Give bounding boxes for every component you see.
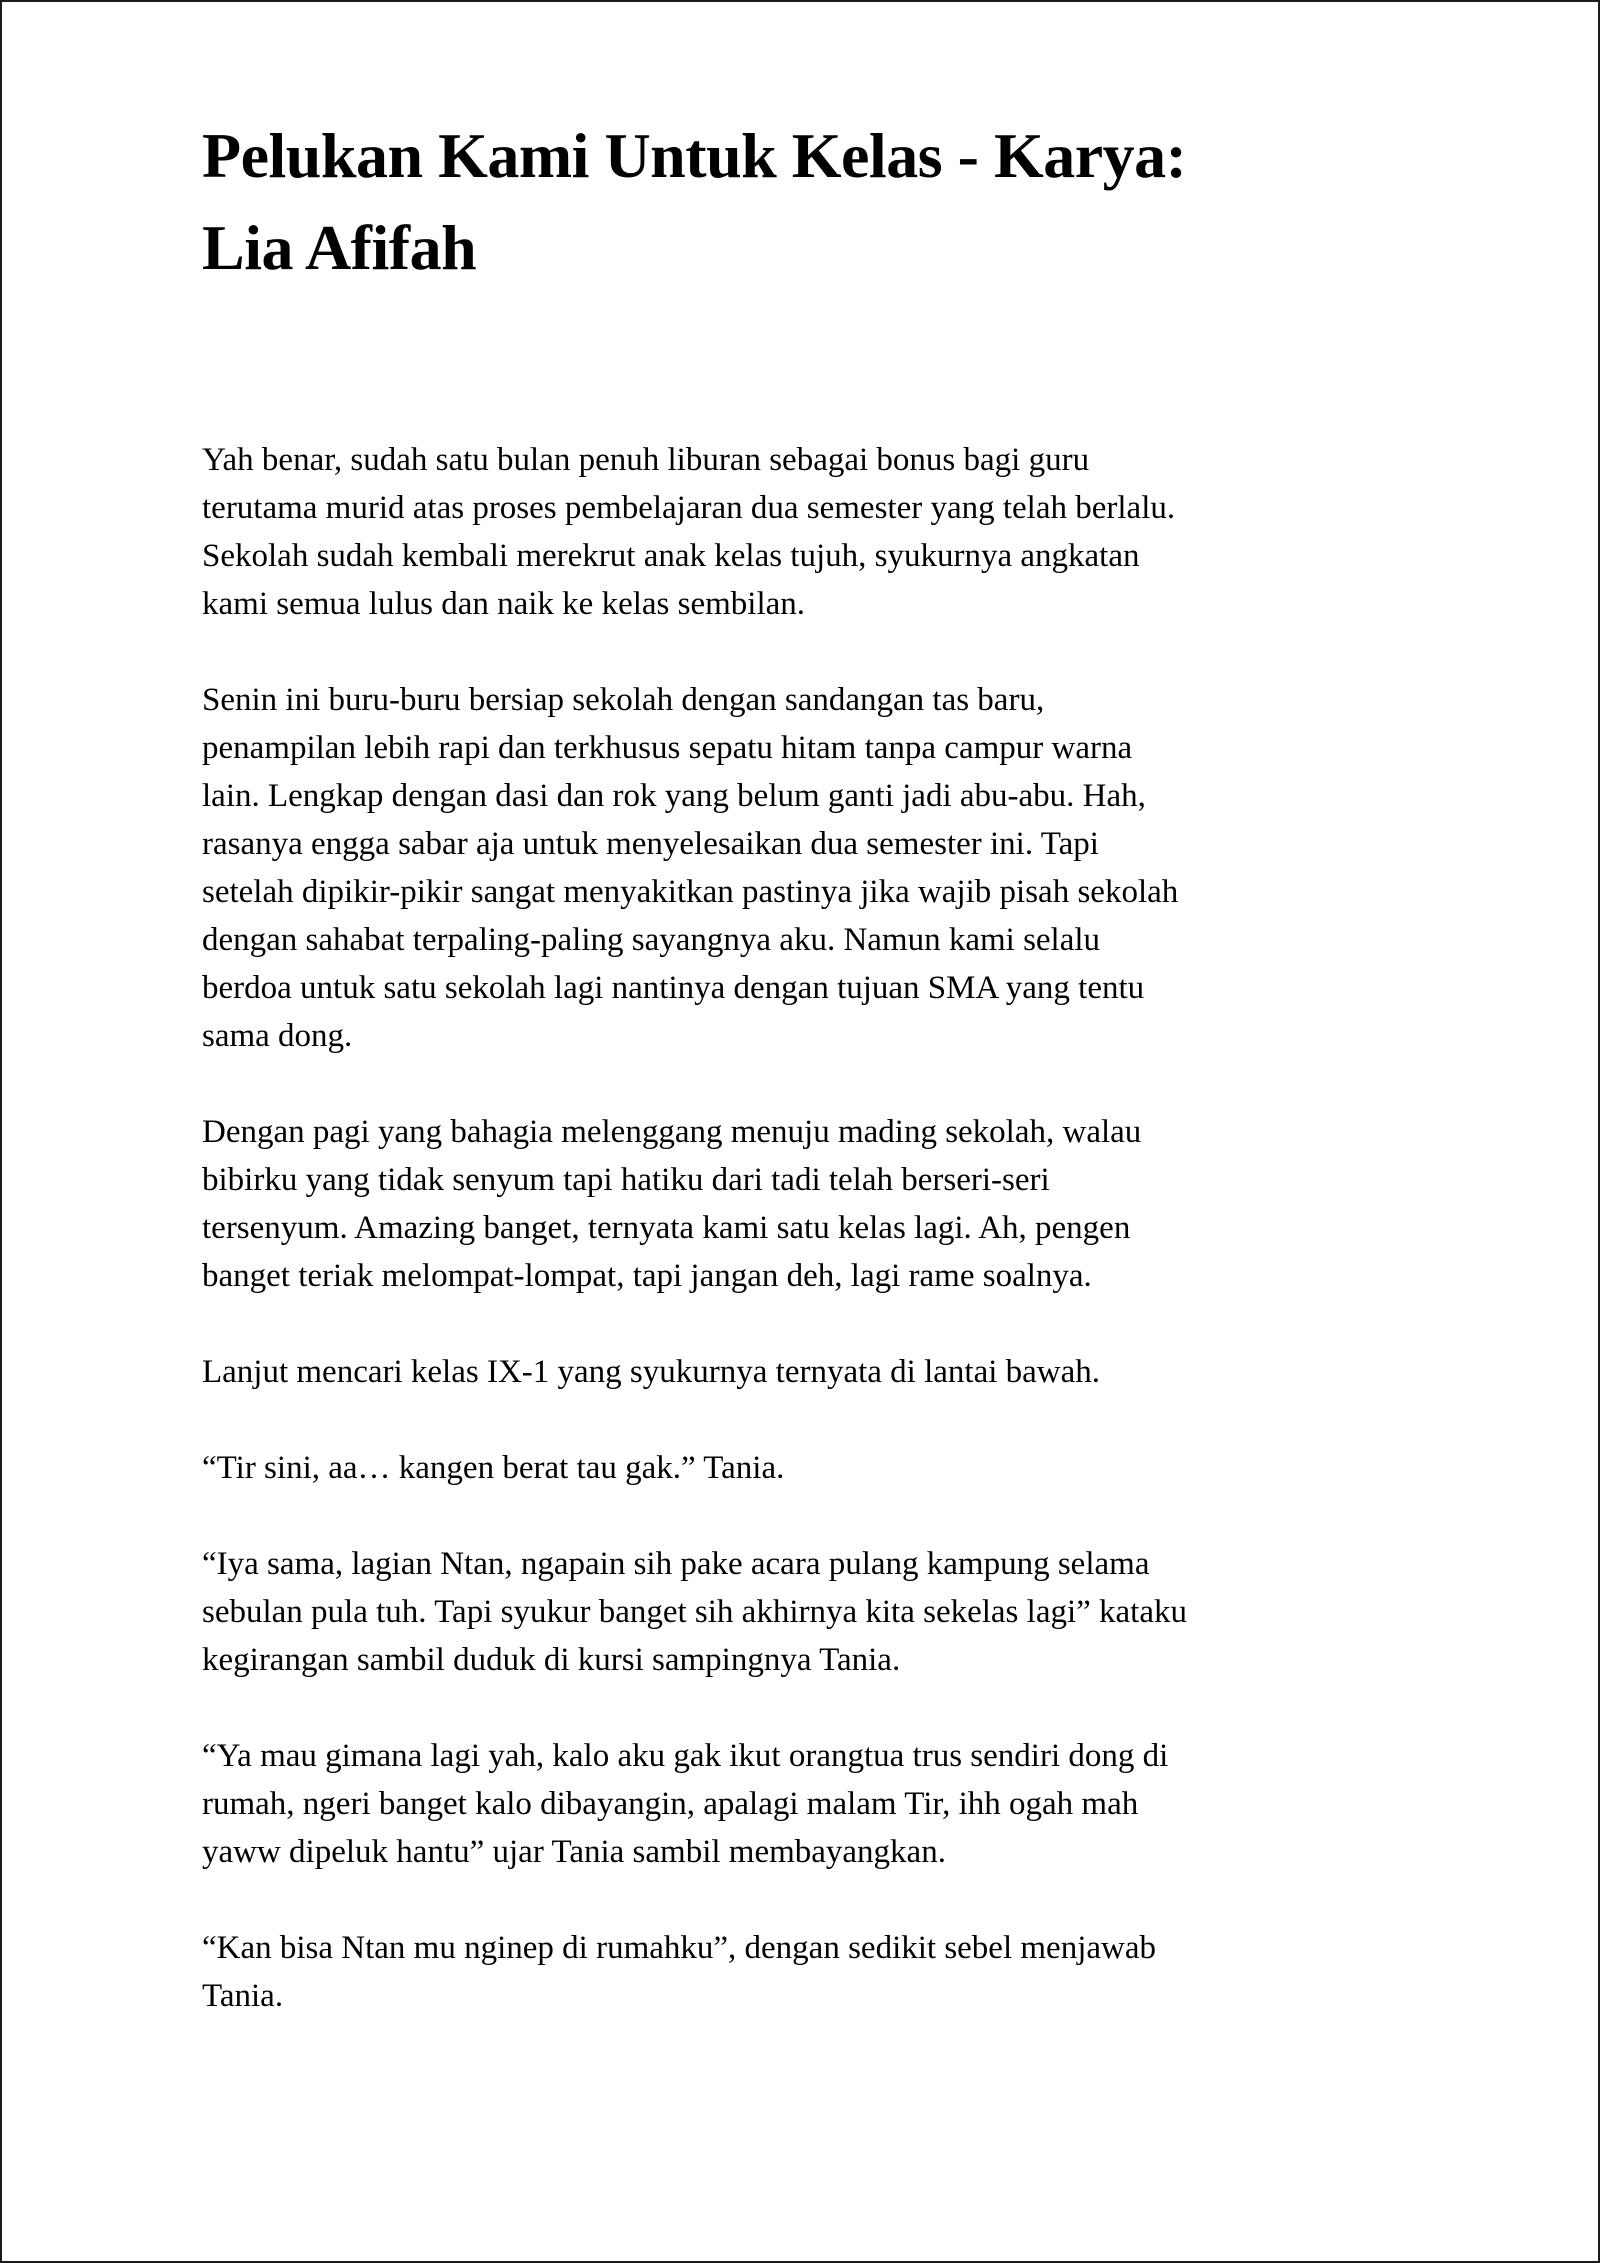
document-body <box>202 436 1422 2068</box>
text-line: bibirku yang tidak senyum tapi hatiku dari tadi telah berseri-seri <box>202 1162 1050 1198</box>
text-line: kami semua lulus dan naik ke kelas sembilan. <box>202 586 806 622</box>
paragraph <box>202 436 1422 628</box>
text-line: sama dong. <box>202 1018 353 1054</box>
text-line: “Kan bisa Ntan mu nginep di rumahku”, dengan sedikit sebel menjawab <box>202 1930 1156 1966</box>
text-line: sebulan pula tuh. Tapi syukur banget sih akhirnya kita sekelas lagi” kataku <box>202 1594 1187 1630</box>
text-line: Tania. <box>202 1978 284 2014</box>
text-line: yaww dipeluk hantu” ujar Tania sambil membayangkan. <box>202 1834 946 1870</box>
title-line: Lia Afifah <box>202 212 477 283</box>
text-line: rasanya engga sabar aja untuk menyelesaikan dua semester ini. Tapi <box>202 826 1099 862</box>
text-line: lain. Lengkap dengan dasi dan rok yang belum ganti jadi abu-abu. Hah, <box>202 778 1146 814</box>
text-line: Sekolah sudah kembali merekrut anak kelas tujuh, syukurnya angkatan <box>202 538 1140 574</box>
paragraph <box>202 1540 1422 1684</box>
text-line: tersenyum. Amazing banget, ternyata kami satu kelas lagi. Ah, pengen <box>202 1210 1131 1246</box>
paragraph <box>202 676 1422 1060</box>
text-line: terutama murid atas proses pembelajaran dua semester yang telah berlalu. <box>202 490 1176 526</box>
text-line: Lanjut mencari kelas IX-1 yang syukurnya ternyata di lantai bawah. <box>202 1354 1101 1390</box>
paragraph <box>202 1732 1422 1876</box>
document-title <box>202 110 1402 294</box>
text-line: Dengan pagi yang bahagia melenggang menuju mading sekolah, walau <box>202 1114 1142 1150</box>
paragraph <box>202 1348 1422 1396</box>
paragraph <box>202 1924 1422 2020</box>
text-line: “Tir sini, aa… kangen berat tau gak.” Tania. <box>202 1450 785 1486</box>
text-line: Senin ini buru-buru bersiap sekolah dengan sandangan tas baru, <box>202 682 1045 718</box>
title-line: Pelukan Kami Untuk Kelas - Karya: <box>202 120 1187 191</box>
text-line: berdoa untuk satu sekolah lagi nantinya dengan tujuan SMA yang tentu <box>202 970 1145 1006</box>
paragraph <box>202 1108 1422 1300</box>
text-line: rumah, ngeri banget kalo dibayangin, apalagi malam Tir, ihh ogah mah <box>202 1786 1139 1822</box>
text-line: “Ya mau gimana lagi yah, kalo aku gak ikut orangtua trus sendiri dong di <box>202 1738 1169 1774</box>
text-line: kegirangan sambil duduk di kursi sampingnya Tania. <box>202 1642 901 1678</box>
paragraph <box>202 1444 1422 1492</box>
text-line: setelah dipikir-pikir sangat menyakitkan pastinya jika wajib pisah sekolah <box>202 874 1179 910</box>
text-line: penampilan lebih rapi dan terkhusus sepatu hitam tanpa campur warna <box>202 730 1133 766</box>
text-line: “Iya sama, lagian Ntan, ngapain sih pake acara pulang kampung selama <box>202 1546 1150 1582</box>
text-line: banget teriak melompat-lompat, tapi jangan deh, lagi rame soalnya. <box>202 1258 1092 1294</box>
text-line: dengan sahabat terpaling-paling sayangnya aku. Namun kami selalu <box>202 922 1101 958</box>
text-line: Yah benar, sudah satu bulan penuh liburan sebagai bonus bagi guru <box>202 442 1090 478</box>
